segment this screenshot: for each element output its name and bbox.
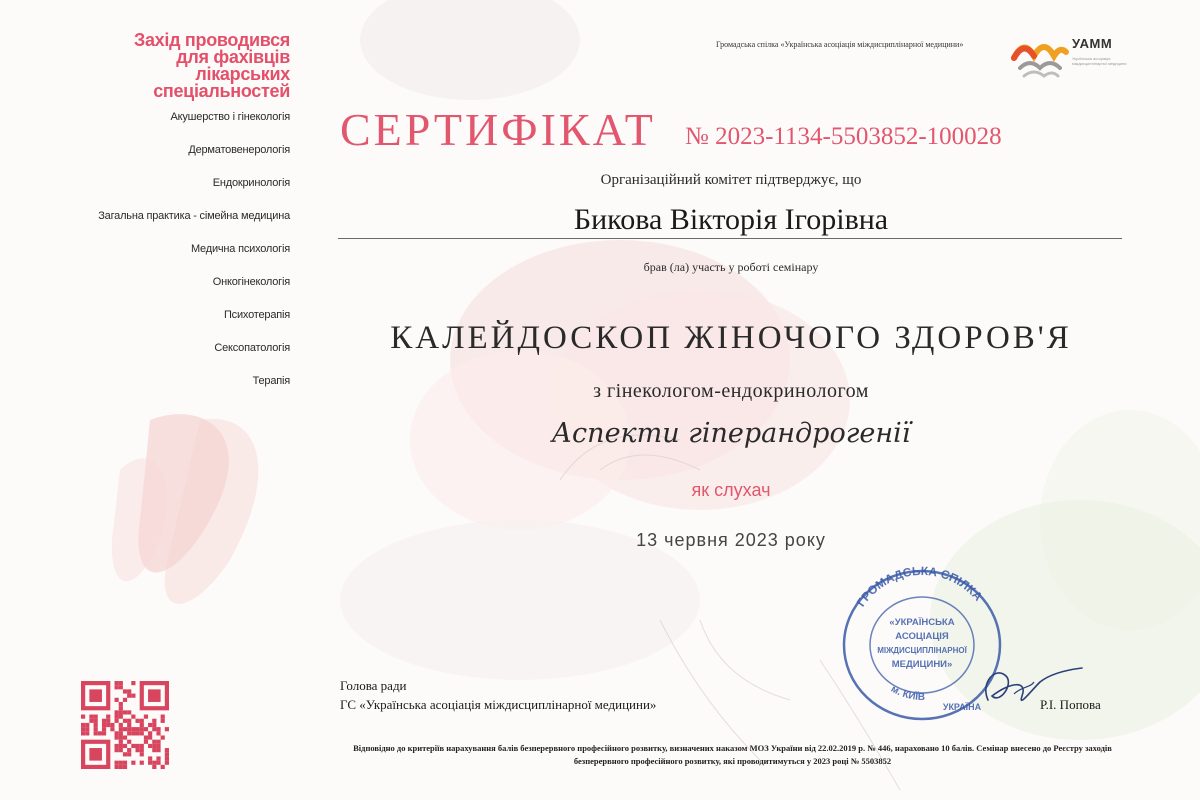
left-panel-title (80, 32, 290, 100)
certificate-title: СЕРТИФІКАТ (340, 104, 656, 155)
stamp-bottom-text: м. КИЇВ (888, 683, 926, 703)
organization-line: Громадська спілка «Українська асоціація міждисциплінарної медицини» (716, 40, 964, 49)
participant-role: як слухач (691, 480, 771, 500)
event-subtitle: з гінекологом-ендокринологом (593, 380, 869, 402)
stamp-line: «УКРАЇНСЬКА (889, 617, 955, 628)
certificate-number: № 2023-1134-5503852-100028 (685, 123, 1002, 150)
signatory-name: Р.І. Попова (1040, 697, 1101, 712)
logo-subtitle: Українська асоціація міждисциплінарної медицини (1072, 56, 1127, 66)
svg-text:ГРОМАДСЬКА СПІЛКА (854, 565, 986, 609)
signatory-organization: ГС «Українська асоціація міждисциплінарної медицини» (340, 697, 657, 712)
left-title-line: для фахівців (176, 47, 290, 67)
signatory-title: Голова ради (340, 678, 407, 693)
confirmation-text: Організаційний комітет підтверджує, що (600, 172, 862, 188)
event-title: КАЛЕЙДОСКОП ЖІНОЧОГО ЗДОРОВ'Я (390, 320, 1072, 356)
left-title-line: Захід проводився (134, 30, 290, 50)
stamp-right-text: УКРАЇНА (942, 702, 982, 712)
participation-text: брав (ла) участь у роботі семінару (643, 260, 819, 274)
participant-name: Бикова Вікторія Ігорівна (573, 203, 889, 236)
seminar-topic: Аспекти гіперандрогенії (551, 418, 911, 449)
specialty-item: Онкогінекологія (212, 276, 290, 288)
specialty-item: Ендокринологія (212, 177, 290, 189)
left-title-line: лікарських (195, 64, 290, 84)
event-date: 13 червня 2023 року (636, 530, 826, 550)
logo-text: УАММ (1072, 36, 1113, 51)
specialty-item: Сексопатологія (214, 342, 290, 354)
svg-text:м. КИЇВ (889, 684, 925, 703)
specialty-item: Загальна практика - сімейна медицина (98, 210, 290, 222)
specialty-item: Медична психологія (190, 243, 290, 255)
stamp-outer-text: ГРОМАДСЬКА СПІЛКА (853, 565, 986, 610)
qr-code-icon[interactable] (81, 681, 169, 769)
cpd-footnote: Відповідно до критеріїв нарахування балів безперервного професійного розвитку, визначених наказом МОЗ України від 22.02.2019 р. № 446, нараховано 10 балів. Семінар внесено до Реєстру заходів безперервного професійного розвитку, які проводитимуться у 2023 році № 5503852 (353, 743, 1112, 766)
specialty-item: Акушерство і гінекологія (170, 111, 290, 123)
left-title-line: спеціальностей (153, 81, 290, 101)
name-underline (338, 238, 1122, 239)
stamp-line: МЕДИЦИНИ» (891, 659, 953, 670)
stamp-line: АСОЦІАЦІЯ (895, 631, 949, 642)
uamm-logo-icon (1010, 34, 1070, 80)
specialty-item: Психотерапія (223, 309, 290, 321)
specialty-item: Дерматовенерологія (188, 144, 290, 156)
specialty-item: Терапія (252, 375, 290, 387)
stamp-line: МІЖДИСЦИПЛІНАРНОЇ (877, 646, 967, 655)
specialties-list (40, 110, 290, 407)
